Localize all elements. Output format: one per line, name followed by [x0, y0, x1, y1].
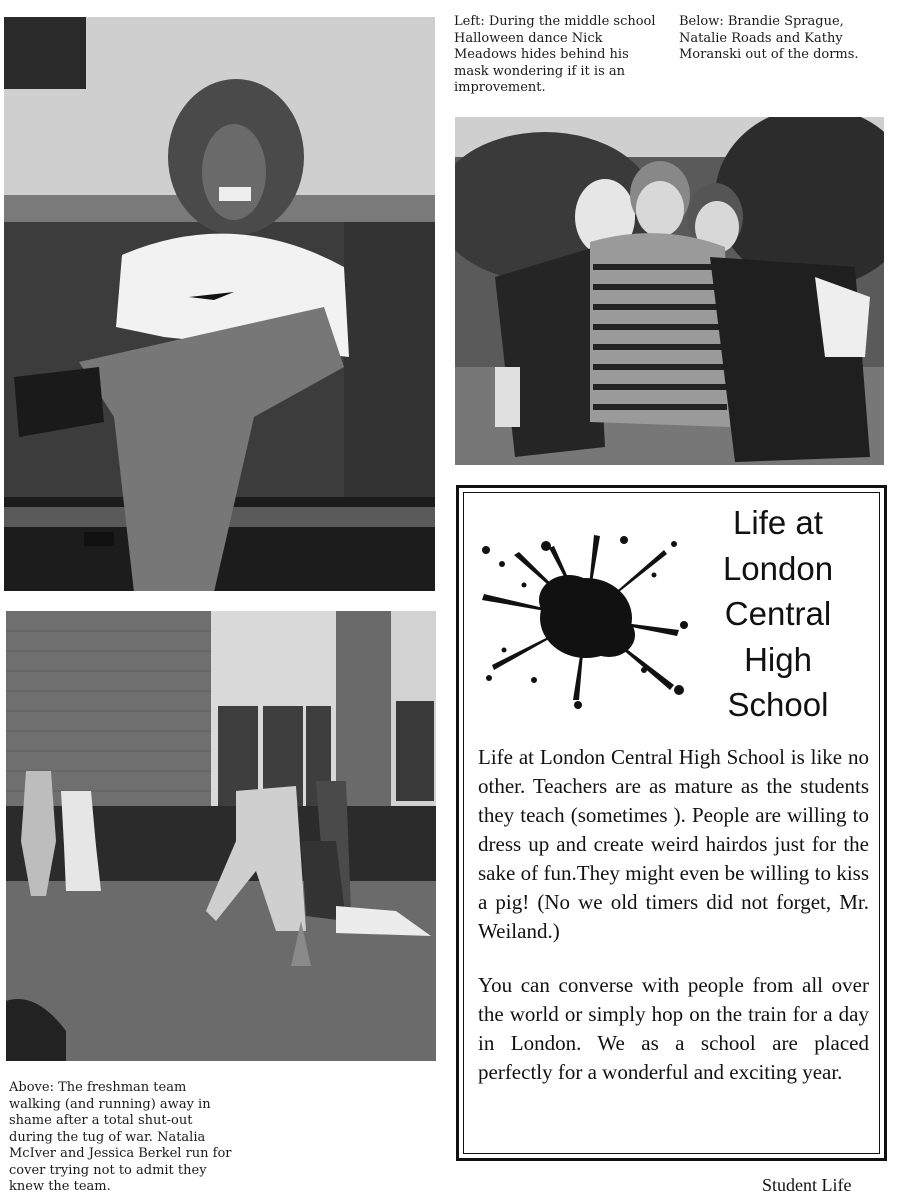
caption-freshman-team: Above: The freshman team walking (and running) away in shame after a total shut-out during the tug of war. Natalia McIver and Jessica Berkel run for cover trying not to admit they knew the team. [9, 1080, 232, 1194]
ink-splat-graphic [474, 530, 694, 710]
photo-freshman-team [6, 611, 436, 1061]
photo-masked-student [4, 17, 435, 591]
page-footer: Student Life [762, 1175, 852, 1195]
feature-paragraph-1: Life at London Central High School is like no other. Teachers are as mature as the students they teach (sometimes ). People are willing to dress up and create weird hairdos just for the sake of fun.They might even be willing to kiss a pig! (No we old timers did not forget, Mr. Weiland.) [478, 745, 869, 943]
photo-three-girls [455, 117, 884, 465]
caption-three-girls: Below: Brandie Sprague, Natalie Roads and Kathy Moranski out of the dorms. [679, 14, 859, 62]
feature-paragraph-2: You can converse with people from all over the world or simply hop on the train for a day in London. We as a school are placed perfectly for a wonderful and exciting year. [478, 973, 869, 1084]
caption-masked-student: Left: During the middle school Halloween dance Nick Meadows hides behind his mask wondering if it is an improvement. [454, 14, 656, 95]
feature-title: Life at London Central High School [722, 504, 834, 723]
